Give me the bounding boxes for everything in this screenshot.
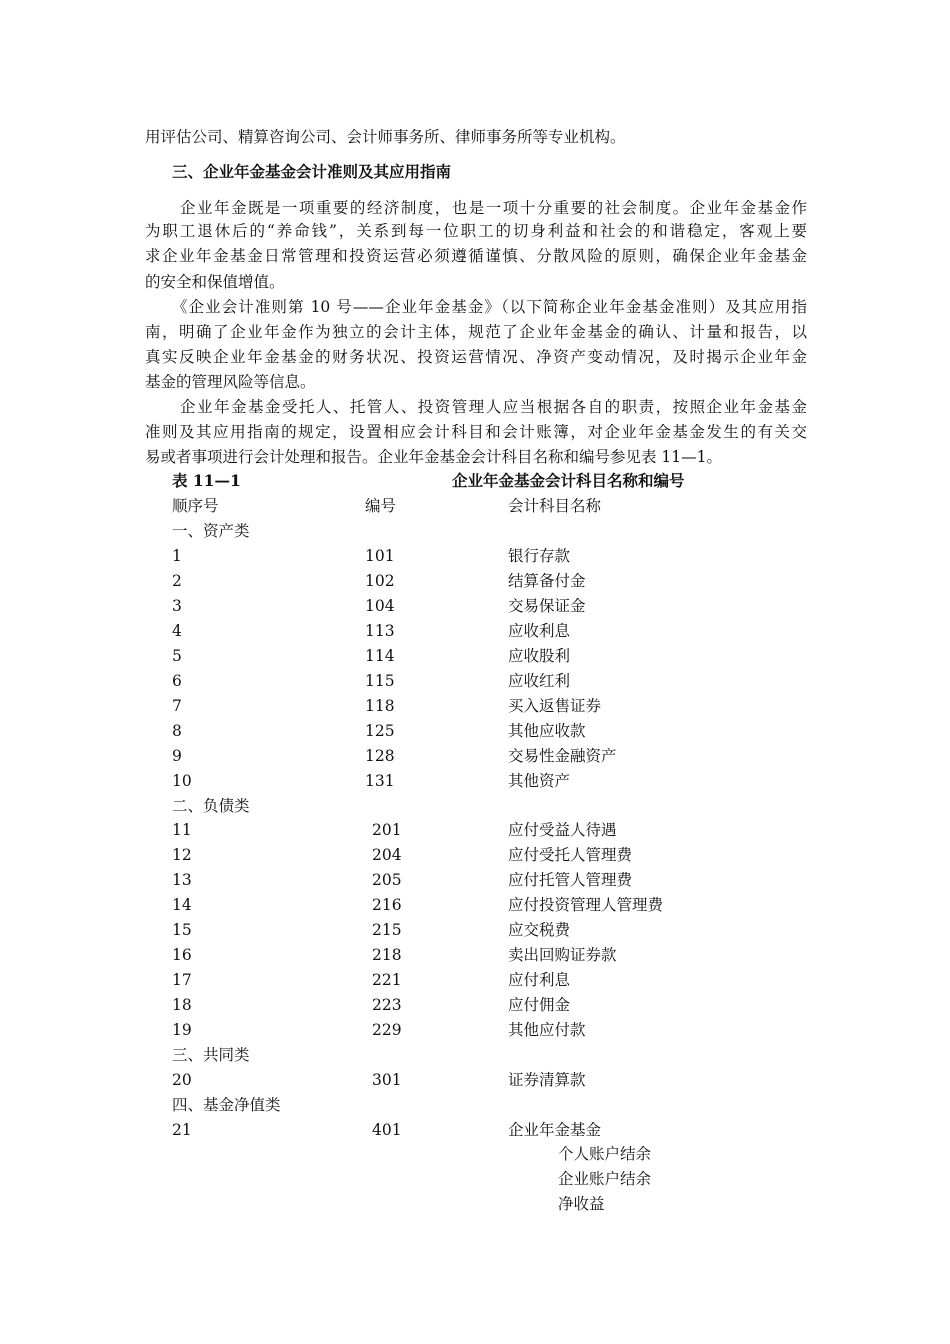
- group-heading: 一、资产类: [172, 522, 250, 540]
- row-name: 应付受托人管理费: [508, 846, 633, 864]
- row-name: 证券清算款: [508, 1071, 586, 1089]
- row-code: 101: [365, 547, 395, 565]
- row-name: 交易性金融资产: [508, 747, 617, 765]
- row-name: 其他应付款: [508, 1021, 586, 1039]
- row-seq: 3: [172, 597, 182, 615]
- paragraph-2-line: 基金的管理风险等信息。: [145, 373, 316, 391]
- row-code: 104: [365, 597, 395, 615]
- paragraph-1-line: 的安全和保值增值。: [145, 273, 285, 291]
- row-seq: 15: [172, 921, 192, 939]
- row-seq: 18: [172, 996, 192, 1014]
- row-name: 应付利息: [508, 971, 571, 989]
- row-code: 128: [365, 747, 395, 765]
- paragraph-1-line: 为职工退休后的“养命钱”，关系到每一位职工的切身利益和社会的和谐稳定，客观上要: [145, 222, 807, 240]
- row-name: 应付佣金: [508, 996, 571, 1014]
- row-code: 131: [365, 772, 395, 790]
- row-code: 229: [372, 1021, 402, 1039]
- row-name: 其他资产: [508, 772, 571, 790]
- row-name: 应交税费: [508, 921, 571, 939]
- row-seq: 6: [172, 672, 182, 690]
- row-code: 125: [365, 722, 395, 740]
- row-seq: 10: [172, 772, 192, 790]
- row-seq: 21: [172, 1121, 192, 1139]
- sub-item: 企业账户结余: [558, 1170, 652, 1188]
- row-name: 卖出回购证券款: [508, 946, 617, 964]
- row-code: 114: [365, 647, 395, 665]
- row-seq: 11: [172, 821, 192, 839]
- paragraph-2-line: 真实反映企业年金基金的财务状况、投资运营情况、净资产变动情况，及时揭示企业年金: [145, 348, 807, 366]
- row-seq: 14: [172, 896, 192, 914]
- table-title: 企业年金基金会计科目名称和编号: [452, 471, 685, 490]
- row-code: 216: [372, 896, 402, 914]
- row-name: 应收利息: [508, 622, 571, 640]
- paragraph-1-line: 求企业年金基金日常管理和投资运营必须遵循谨慎、分散风险的原则，确保企业年金基金: [145, 247, 807, 265]
- row-code: 218: [372, 946, 402, 964]
- row-name: 企业年金基金: [508, 1121, 602, 1139]
- row-code: 205: [372, 871, 402, 889]
- section-heading: 三、企业年金基金会计准则及其应用指南: [172, 162, 452, 181]
- row-seq: 2: [172, 572, 182, 590]
- paragraph-3-line: 易或者事项进行会计处理和报告。企业年金基金会计科目名称和编号参见表 11—1。: [145, 448, 723, 466]
- row-seq: 9: [172, 747, 182, 765]
- row-name: 应付托管人管理费: [508, 871, 633, 889]
- paragraph-1-line: 企业年金既是一项重要的经济制度，也是一项十分重要的社会制度。企业年金基金作: [180, 199, 807, 217]
- row-code: 118: [365, 697, 395, 715]
- row-seq: 16: [172, 946, 192, 964]
- row-name: 买入返售证券: [508, 697, 602, 715]
- row-name: 应收股利: [508, 647, 571, 665]
- sub-item: 个人账户结余: [558, 1145, 652, 1163]
- row-code: 401: [372, 1121, 402, 1139]
- row-seq: 12: [172, 846, 192, 864]
- row-code: 301: [372, 1071, 402, 1089]
- row-code: 221: [372, 971, 402, 989]
- row-seq: 4: [172, 622, 182, 640]
- paragraph-3-line: 企业年金基金受托人、托管人、投资管理人应当根据各自的职责，按照企业年金基金: [180, 398, 807, 416]
- paragraph-2-line: 《企业会计准则第 10 号——企业年金基金》（以下简称企业年金基金准则）及其应用指: [172, 298, 807, 316]
- row-name: 交易保证金: [508, 597, 586, 615]
- row-code: 201: [372, 821, 402, 839]
- header-code: 编号: [365, 497, 397, 515]
- paragraph-3-line: 准则及其应用指南的规定，设置相应会计科目和会计账簿，对企业年金基金发生的有关交: [145, 423, 807, 441]
- group-heading: 三、共同类: [172, 1046, 250, 1064]
- sub-item: 净收益: [558, 1195, 605, 1213]
- row-name: 银行存款: [508, 547, 571, 565]
- row-code: 115: [365, 672, 395, 690]
- row-name: 应付受益人待遇: [508, 821, 617, 839]
- row-name: 结算备付金: [508, 572, 586, 590]
- row-name: 应收红利: [508, 672, 571, 690]
- row-seq: 5: [172, 647, 182, 665]
- row-seq: 8: [172, 722, 182, 740]
- row-seq: 7: [172, 697, 182, 715]
- row-code: 215: [372, 921, 402, 939]
- row-seq: 19: [172, 1021, 192, 1039]
- group-heading: 四、基金净值类: [172, 1096, 281, 1114]
- row-seq: 1: [172, 547, 182, 565]
- row-name: 应付投资管理人管理费: [508, 896, 664, 914]
- row-code: 204: [372, 846, 402, 864]
- row-code: 102: [365, 572, 395, 590]
- group-heading: 二、负债类: [172, 797, 250, 815]
- row-code: 223: [372, 996, 402, 1014]
- intro-tail-line: 用评估公司、精算咨询公司、会计师事务所、律师事务所等专业机构。: [145, 128, 626, 146]
- row-seq: 17: [172, 971, 192, 989]
- header-name: 会计科目名称: [508, 497, 602, 515]
- header-seq: 顺序号: [172, 497, 219, 515]
- row-code: 113: [365, 622, 395, 640]
- row-seq: 20: [172, 1071, 192, 1089]
- row-name: 其他应收款: [508, 722, 586, 740]
- table-label: 表 11—1: [172, 471, 241, 490]
- row-seq: 13: [172, 871, 192, 889]
- paragraph-2-line: 南，明确了企业年金作为独立的会计主体，规范了企业年金基金的确认、计量和报告，以: [145, 323, 807, 341]
